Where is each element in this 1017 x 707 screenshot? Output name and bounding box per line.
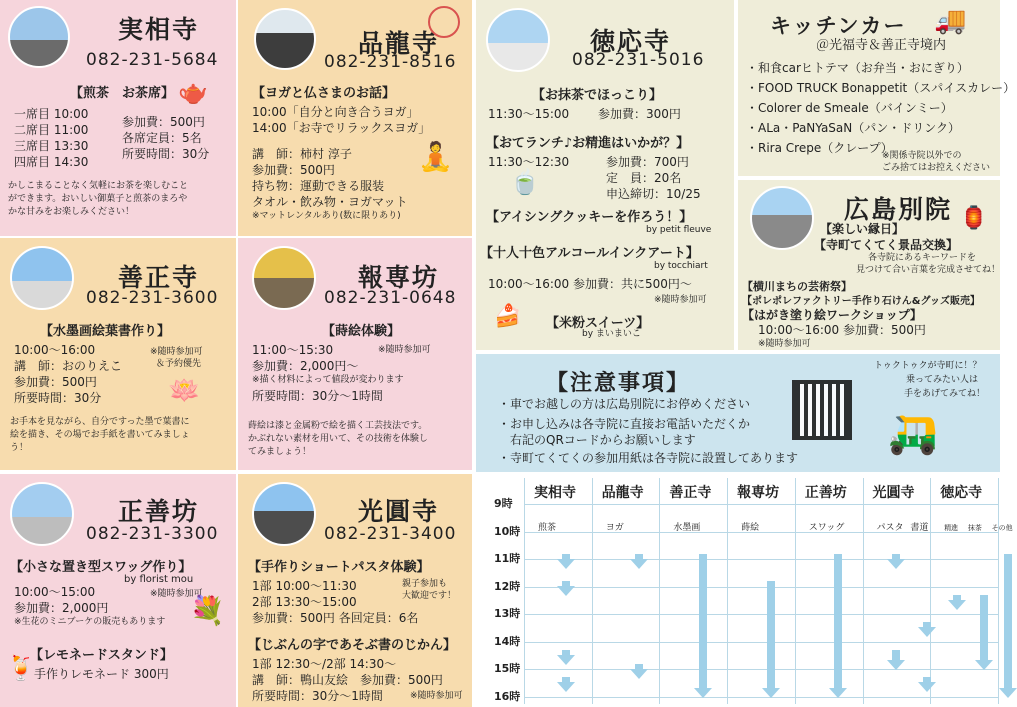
time-arrow bbox=[892, 650, 900, 661]
fee: 参加費：500円 bbox=[14, 375, 97, 389]
temple-name: 徳応寺 bbox=[590, 27, 672, 56]
hour-label: 12時 bbox=[494, 579, 521, 593]
items: タオル・飲み物・ヨガマット bbox=[252, 195, 408, 209]
event-4-title: 【十人十色アルコールインクアート】 bbox=[480, 246, 699, 261]
duration: 所要時間：30分 bbox=[122, 147, 210, 161]
desc-line-2: かぶれない素材を用いて、その技術を体験し bbox=[248, 434, 428, 444]
temple-phone: 082-231-5016 bbox=[572, 50, 705, 70]
fee: 参加費：500円 bbox=[252, 163, 335, 177]
event-4-by: by tocchiart bbox=[654, 261, 708, 271]
event-2-capacity: 定 員：20名 bbox=[606, 171, 682, 185]
schedule-header: 報専坊 bbox=[737, 485, 780, 501]
event-title: 【手作りショートパスタ体験】 bbox=[248, 560, 430, 575]
kids-note-2: 大歓迎です！ bbox=[402, 591, 457, 601]
notice-title: 【注意事項】 bbox=[546, 371, 691, 396]
event-5-title: 【米粉スイーツ】 bbox=[546, 316, 650, 331]
time-arrow bbox=[562, 554, 570, 560]
hour-label: 9時 bbox=[494, 497, 513, 510]
grid-row-line bbox=[524, 504, 998, 505]
zenshoji-photo bbox=[10, 246, 74, 310]
note: ※マットレンタルあり(数に限りあり) bbox=[252, 211, 401, 221]
schedule-header: 品龍寺 bbox=[601, 485, 644, 501]
grid-col-line bbox=[659, 478, 660, 704]
event-note: ※随時参加可 bbox=[758, 339, 811, 349]
event-2-desc-1: 各寺院にあるキーワードを bbox=[868, 253, 977, 263]
panel-zenshoji bbox=[0, 238, 236, 470]
temple-name: 光圓寺 bbox=[358, 497, 440, 526]
event-3-by: by petit fleuve bbox=[646, 225, 712, 235]
event-2-desc-2: 見つけて合い言葉を完成させてね！ bbox=[856, 265, 1001, 275]
dessert-icon: 🍰 bbox=[494, 304, 522, 329]
grid-col-line bbox=[930, 478, 931, 704]
hour-label: 13時 bbox=[494, 607, 521, 620]
hour-label: 15時 bbox=[494, 662, 521, 675]
event-title: 【小さな置き型スワッグ作り】 bbox=[10, 560, 192, 575]
time-4: 四席目 14:30 bbox=[14, 155, 89, 169]
grid-row-line bbox=[524, 587, 998, 588]
event-3-title: 【横川まちの芸術祭】 bbox=[742, 280, 852, 293]
notice-item-3: 右記のQRコードからお願いします bbox=[498, 433, 696, 447]
temple-phone: 082-231-3600 bbox=[86, 288, 219, 308]
tuktuk-icon: 🛺 bbox=[888, 411, 938, 457]
event-title: 【蒔絵体験】 bbox=[322, 324, 401, 339]
activity-label: 精進 bbox=[944, 524, 959, 532]
time-arrow bbox=[980, 595, 988, 661]
bubble-line-1: トゥクトゥクが寺町に！？ bbox=[874, 361, 982, 371]
panel-betsuin bbox=[738, 180, 1000, 350]
koenji-photo bbox=[252, 482, 316, 546]
event-1-time: 11:30～15:00 bbox=[488, 107, 570, 121]
panel-koenji bbox=[238, 474, 472, 707]
activity-label: 書道 bbox=[910, 523, 929, 533]
panel-hosenbo bbox=[238, 238, 472, 470]
event-title: 【煎茶 お茶席】 bbox=[70, 86, 175, 101]
session-2: 2部 13:30～15:00 bbox=[252, 595, 357, 609]
betsuin-photo bbox=[750, 186, 814, 250]
activity-label: 抹茶 bbox=[967, 524, 982, 532]
event-2-title: 【レモネードスタンド】 bbox=[30, 648, 173, 663]
activity-label: パスタ bbox=[876, 523, 904, 533]
vendor-5: ・Rira Crepe（クレープ） bbox=[746, 141, 893, 155]
event-by: by florist mou bbox=[124, 574, 194, 585]
time-arrow bbox=[635, 554, 643, 560]
time-arrow bbox=[1004, 554, 1012, 689]
schedule-header: 光圓寺 bbox=[872, 485, 915, 501]
bouquet-icon: 💐 bbox=[190, 594, 225, 627]
grid-row-line bbox=[524, 642, 998, 643]
shozenbo-photo bbox=[10, 482, 74, 546]
notice-item-4: ・寺町てくてくの参加用紙は各寺院に設置してあります bbox=[498, 451, 799, 465]
time-arrow bbox=[892, 554, 900, 560]
lecturer: 講 師：おのりえこ bbox=[14, 359, 123, 373]
time: 10:00～16:00 bbox=[14, 343, 96, 357]
event-1-title: 【楽しい縁日】 bbox=[820, 222, 905, 236]
vendor-2: ・FOOD TRUCK Bonappetit（スパイスカレー） bbox=[746, 81, 1016, 95]
temple-name: 広島別院 bbox=[844, 195, 953, 224]
time-1: 一席目 10:00 bbox=[14, 107, 89, 121]
desc-line-3: てみましょう！ bbox=[248, 447, 312, 457]
grid-col-line bbox=[795, 478, 796, 704]
panel-notice bbox=[476, 354, 1000, 472]
event-2-title: 【おてランチ♪お精進はいかが？】 bbox=[486, 136, 690, 151]
hour-label: 16時 bbox=[494, 689, 521, 703]
desc-line-1: 蒔絵は漆と金属粉で絵を描く工芸技法です。 bbox=[248, 421, 428, 431]
jissoji-photo bbox=[8, 6, 70, 68]
bring: 持ち物：運動できる服装 bbox=[252, 179, 385, 193]
fee: 参加費：500円 bbox=[122, 115, 205, 129]
hosenbo-photo bbox=[252, 246, 316, 310]
time-3: 三席目 13:30 bbox=[14, 139, 89, 153]
lantern-icon: 🏮 bbox=[960, 206, 988, 231]
schedule-header: 正善坊 bbox=[804, 485, 847, 501]
event-4-time: 10:00～16:00 参加費：共に500円～ bbox=[488, 277, 692, 291]
time-2: 二席目 11:00 bbox=[14, 123, 89, 137]
activity-label: その他 bbox=[991, 524, 1013, 532]
event-3-title: 【アイシングクッキーを作ろう！】 bbox=[486, 210, 693, 225]
time-arrow bbox=[923, 677, 931, 683]
teapot-icon: 🫖 bbox=[178, 78, 208, 106]
time-arrow bbox=[562, 650, 570, 656]
temple-phone: 082-231-3300 bbox=[86, 524, 219, 544]
lecturer: 講 師：柿村 淳子 bbox=[252, 147, 352, 161]
time-arrow bbox=[562, 677, 570, 683]
grid-col-line bbox=[592, 478, 593, 704]
kitchencar-note-2: ごみ捨てはお控えください bbox=[882, 163, 991, 173]
activity-label: ヨガ bbox=[605, 523, 624, 533]
event-2-fee: 参加費：700円 bbox=[606, 155, 689, 169]
note: ※生花のミニブーケの販売もあります bbox=[14, 617, 166, 627]
panel-schedule bbox=[476, 474, 1013, 707]
activity-label: 水墨画 bbox=[673, 523, 701, 533]
tokuoji-photo bbox=[486, 8, 550, 72]
desc-line-1: お手本を見ながら、自分ですった墨で葉書に bbox=[10, 417, 190, 427]
panel-tokuoji bbox=[476, 0, 734, 350]
qr-code-icon[interactable] bbox=[792, 380, 852, 440]
vendor-3: ・Colorer de Smeale（バインミー） bbox=[746, 101, 953, 115]
panel-jissoji bbox=[0, 0, 236, 236]
grid-col-line bbox=[524, 478, 525, 704]
yoga-figure-icon: 🧘 bbox=[418, 140, 453, 173]
kitchencar-title: キッチンカー bbox=[770, 14, 907, 38]
activity-label: 煎茶 bbox=[538, 523, 557, 533]
temple-name: 善正寺 bbox=[118, 263, 200, 292]
event-title: 【ヨガと仏さまのお話】 bbox=[252, 86, 396, 101]
hour-label: 10時 bbox=[494, 524, 521, 538]
event-1-fee: 参加費：300円 bbox=[598, 107, 681, 121]
event-2-duration: 所要時間：30分～1時間 bbox=[252, 689, 383, 703]
bubble-line-3: 手をあげてみてね！ bbox=[904, 389, 986, 399]
fee-note: ※描く材料によって値段が変わります bbox=[252, 375, 404, 385]
temple-name: 品龍寺 bbox=[358, 29, 440, 58]
desc-line-3: かな甘みをお楽しみください！ bbox=[8, 207, 135, 217]
event-4-title: 【ポレポレファクトリー手作り石けん&グッズ販売】 bbox=[742, 296, 981, 307]
desc-line-1: かしこまることなく気軽にお茶を楽しむこと bbox=[8, 181, 189, 191]
line-1: 10:00「自分と向き合うヨガ」 bbox=[252, 105, 419, 119]
event-2-item: 手作りレモネード 300円 bbox=[34, 667, 169, 681]
kitchencar-note-1: ※関係寺院以外での bbox=[882, 151, 962, 161]
schedule-header: 善正寺 bbox=[669, 485, 712, 501]
line-2: 14:00「お寺でリラックスヨガ」 bbox=[252, 121, 431, 135]
time-arrow bbox=[699, 554, 707, 689]
time: 11:00～15:30 bbox=[252, 343, 334, 357]
grid-col-line bbox=[727, 478, 728, 704]
event-1-title: 【お抹茶でほっこり】 bbox=[532, 88, 663, 103]
event-2-note: ※随時参加可 bbox=[410, 691, 463, 701]
grid-row-line bbox=[524, 559, 998, 560]
grid-col-line bbox=[998, 478, 999, 704]
time-arrow bbox=[767, 581, 775, 689]
kids-note-1: 親子参加も bbox=[402, 579, 448, 589]
event-2-lecturer: 講 師：鴨山友絵 参加費：500円 bbox=[252, 673, 443, 687]
time-note: ※随時参加可 bbox=[150, 589, 203, 599]
desc-line-2: 絵を描き、その場でお手紙を書いてみましょ bbox=[10, 430, 190, 440]
capacity: 各席定員：5名 bbox=[122, 131, 202, 145]
desc-line-2: ができます。おいしい御菓子と煎茶のまろや bbox=[8, 194, 188, 204]
hour-label: 14時 bbox=[494, 634, 521, 648]
temple-name: 実相寺 bbox=[118, 15, 200, 44]
time: 10:00～15:00 bbox=[14, 585, 96, 599]
event-title: 【水墨画絵葉書作り】 bbox=[40, 324, 171, 339]
note-2: ＆予約優先 bbox=[156, 359, 202, 369]
session-1: 1部 10:00～11:30 bbox=[252, 579, 357, 593]
desc-line-3: う！ bbox=[10, 443, 29, 453]
panel-shozenbo bbox=[0, 474, 236, 707]
food-truck-icon: 🚚 bbox=[934, 6, 967, 36]
panel-honryuji bbox=[238, 0, 472, 236]
temple-name: 報専坊 bbox=[358, 263, 440, 292]
time-arrow bbox=[562, 581, 570, 587]
time-arrow bbox=[834, 554, 842, 689]
temple-phone: 082-231-0648 bbox=[324, 288, 457, 308]
vendor-4: ・ALa・PaNYaSaN（パン・ドリンク） bbox=[746, 121, 961, 135]
schedule-grid bbox=[476, 474, 1013, 707]
fee: 参加費：2,000円～ bbox=[252, 359, 359, 373]
time-note: ※随時参加可 bbox=[378, 345, 431, 355]
fee: 参加費：2,000円 bbox=[14, 601, 109, 615]
time-arrow bbox=[635, 664, 643, 670]
notice-item-1: ・車でお越しの方は広島別院にお停めください bbox=[498, 397, 751, 411]
honryuji-photo bbox=[254, 8, 316, 70]
notice-item-2: ・お申し込みは各寺院に直接お電話いただくか bbox=[498, 417, 751, 431]
event-4-note: ※随時参加可 bbox=[654, 295, 707, 305]
grid-col-line bbox=[863, 478, 864, 704]
bubble-line-2: 乗ってみたい人は bbox=[906, 375, 979, 385]
kitchencar-subtitle: ＠光福寺＆善正寺境内 bbox=[816, 38, 947, 53]
teabowl-icon: 🍵 bbox=[510, 168, 540, 196]
event-2-time: 11:30～12:30 bbox=[488, 155, 570, 169]
event-2-title: 【寺町てくてく景品交換】 bbox=[814, 238, 959, 252]
fee: 参加費：500円 各回定員：6名 bbox=[252, 611, 419, 625]
lemonade-icon: 🍹 bbox=[6, 654, 36, 682]
schedule-header: 徳応寺 bbox=[940, 485, 983, 501]
event-time-fee: 10:00～16:00 参加費：500円 bbox=[758, 323, 926, 337]
schedule-header: 実相寺 bbox=[534, 485, 576, 501]
temple-phone: 082-231-5684 bbox=[86, 50, 219, 70]
event-2-time: 1部 12:30～/2部 14:30～ bbox=[252, 657, 397, 671]
activity-label: 蒔絵 bbox=[741, 523, 760, 533]
grid-row-line bbox=[524, 669, 998, 670]
time-arrow bbox=[953, 595, 961, 601]
grid-row-line bbox=[524, 614, 998, 615]
activity-label: スワッグ bbox=[808, 523, 845, 533]
note-1: ※随時参加可 bbox=[150, 347, 203, 357]
time-arrow bbox=[923, 622, 931, 628]
panel-kitchencar bbox=[738, 0, 1016, 176]
duration: 所要時間：30分 bbox=[14, 391, 102, 405]
duration: 所要時間：30分～1時間 bbox=[252, 389, 383, 403]
event-5-by: by まいまいこ bbox=[582, 329, 641, 339]
lotus-icon: 🪷 bbox=[168, 376, 201, 406]
event-5-title: 【はがき塗り絵ワークショップ】 bbox=[742, 308, 922, 322]
event-2-deadline: 申込締切：10/25 bbox=[606, 187, 701, 201]
hour-label: 11時 bbox=[494, 552, 521, 565]
vendor-1: ・和食carヒトテマ（お弁当・おにぎり） bbox=[746, 61, 969, 75]
event-2-title: 【じぶんの字であそぶ書のじかん】 bbox=[248, 638, 457, 653]
temple-phone: 082-231-3400 bbox=[324, 524, 457, 544]
temple-phone: 082-231-8516 bbox=[324, 52, 457, 72]
temple-name: 正善坊 bbox=[118, 497, 200, 526]
